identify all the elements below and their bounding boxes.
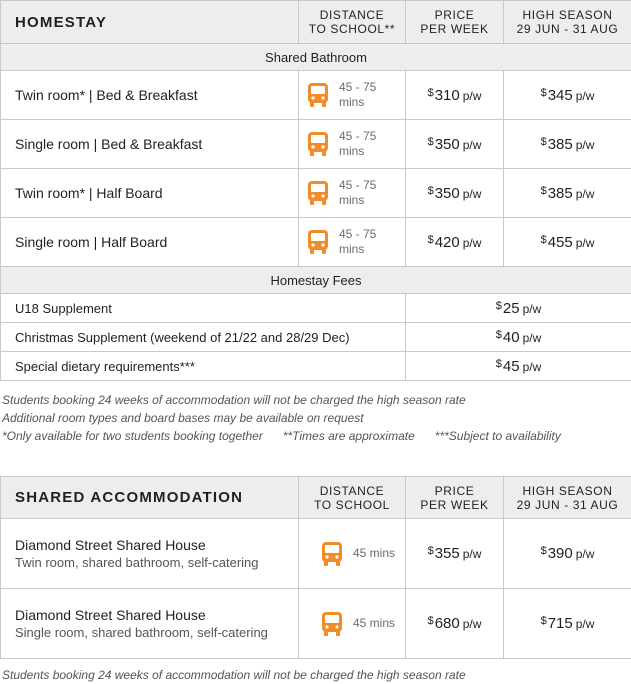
high-season-column-header: HIGH SEASON 29 JUN - 31 AUG bbox=[504, 477, 631, 519]
bus-icon bbox=[321, 541, 343, 567]
section-shared-bathroom: Shared Bathroom bbox=[1, 44, 631, 71]
price-column-header: PRICE PER WEEK bbox=[406, 1, 504, 44]
fee-amount: $40 p/w bbox=[406, 323, 631, 352]
high-season-cell: $385 p/w bbox=[504, 120, 631, 169]
room-name: Single room | Half Board bbox=[1, 218, 299, 267]
note-line: Students booking 24 weeks of accommodation will not be charged the high season rate bbox=[2, 393, 466, 407]
table-row: Twin room* | Half Board 45 - 75 mins $350 p/w $385 p/w bbox=[1, 169, 631, 218]
bus-icon bbox=[307, 82, 329, 108]
fee-row bbox=[1, 323, 631, 352]
shared-accommodation-table bbox=[0, 476, 631, 659]
table-row: Single room | Half Board 45 - 75 mins $420 p/w $455 p/w bbox=[1, 218, 631, 267]
footnote: *Only available for two students booking together bbox=[2, 429, 263, 443]
bus-icon bbox=[307, 131, 329, 157]
table-row bbox=[1, 519, 631, 589]
high-season-cell: $390 p/w bbox=[504, 519, 631, 589]
fee-row bbox=[1, 352, 631, 381]
table-row: Twin room* | Bed & Breakfast 45 - 75 mins $310 p/w $345 p/w bbox=[1, 71, 631, 120]
fee-row bbox=[1, 294, 631, 323]
fee-name: Christmas Supplement (weekend of 21/22 and 28/29 Dec) bbox=[1, 323, 406, 352]
room-name: Twin room* | Half Board bbox=[1, 169, 299, 218]
distance-value: 45 - 75 bbox=[339, 129, 377, 143]
price-cell: $350 p/w bbox=[406, 120, 504, 169]
table-row bbox=[1, 589, 631, 659]
price-cell: $420 p/w bbox=[406, 218, 504, 267]
fee-name: U18 Supplement bbox=[1, 294, 406, 323]
price-cell: $310 p/w bbox=[406, 71, 504, 120]
price-cell: $680 p/w bbox=[406, 589, 504, 659]
high-season-cell: $385 p/w bbox=[504, 169, 631, 218]
distance-value: 45 - 75 bbox=[339, 80, 377, 94]
price-cell: $355 p/w bbox=[406, 519, 504, 589]
price-column-header: PRICE PER WEEK bbox=[406, 477, 504, 519]
homestay-notes bbox=[2, 391, 581, 445]
shared-title: SHARED ACCOMMODATION bbox=[1, 477, 299, 519]
price-cell: $350 p/w bbox=[406, 169, 504, 218]
distance-column-header: DISTANCE TO SCHOOL bbox=[299, 477, 406, 519]
distance-value: 45 - 75 bbox=[339, 178, 377, 192]
distance-column-header: DISTANCE TO SCHOOL** bbox=[299, 1, 406, 44]
bus-icon bbox=[307, 180, 329, 206]
homestay-title: HOMESTAY bbox=[1, 1, 299, 44]
bus-icon bbox=[321, 611, 343, 637]
footnote: **Times are approximate bbox=[282, 429, 415, 443]
footnote: ***Subject to availability bbox=[434, 429, 561, 443]
fee-amount: $25 p/w bbox=[406, 294, 631, 323]
high-season-cell: $455 p/w bbox=[504, 218, 631, 267]
section-homestay-fees: Homestay Fees bbox=[1, 267, 631, 294]
high-season-cell: $345 p/w bbox=[504, 71, 631, 120]
fee-amount: $45 p/w bbox=[406, 352, 631, 381]
high-season-cell: $715 p/w bbox=[504, 589, 631, 659]
note-line: Additional room types and board bases may be available on request bbox=[2, 411, 364, 425]
high-season-column-header: HIGH SEASON 29 JUN - 31 AUG bbox=[504, 1, 631, 44]
accommodation-name: Diamond Street Shared House Twin room, shared bathroom, self-catering bbox=[1, 519, 299, 589]
bus-icon bbox=[307, 229, 329, 255]
distance-value: 45 mins bbox=[353, 546, 396, 560]
room-name: Twin room* | Bed & Breakfast bbox=[1, 71, 299, 120]
distance-value: 45 - 75 bbox=[339, 227, 377, 241]
fee-name: Special dietary requirements*** bbox=[1, 352, 406, 381]
room-name: Single room | Bed & Breakfast bbox=[1, 120, 299, 169]
shared-note: Students booking 24 weeks of accommodation will not be charged the high season rate bbox=[2, 668, 466, 682]
table-row: Single room | Bed & Breakfast 45 - 75 mins $350 p/w $385 p/w bbox=[1, 120, 631, 169]
accommodation-name: Diamond Street Shared House Single room, shared bathroom, self-catering bbox=[1, 589, 299, 659]
distance-value: 45 mins bbox=[353, 616, 396, 630]
